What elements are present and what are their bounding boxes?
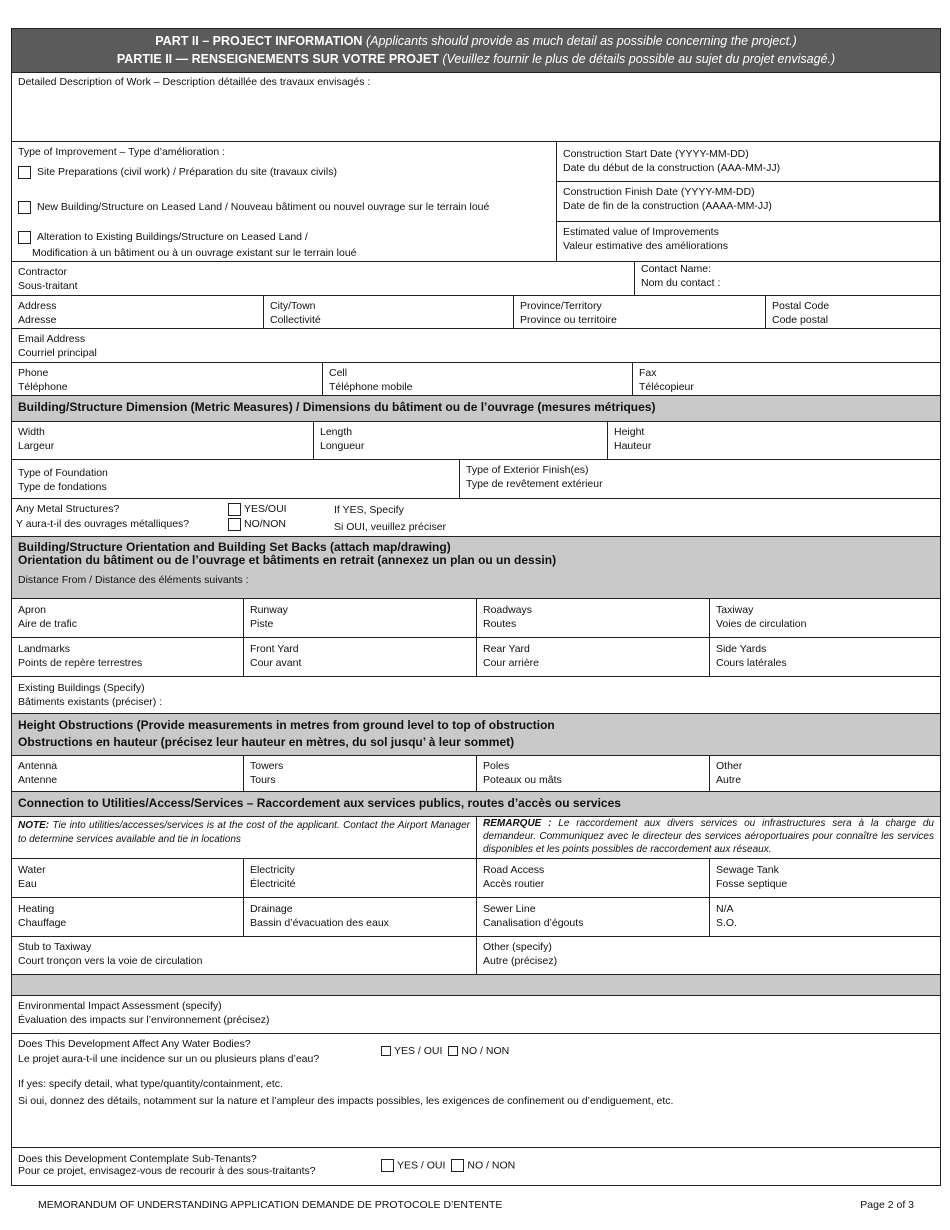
towers-field[interactable] xyxy=(244,756,477,791)
improvement-type xyxy=(12,142,557,261)
dimension-section-title: Building/Structure Dimension (Metric Measures) / Dimensions du bâtiment ou de l’ouvrage (mesures métriques) xyxy=(12,396,940,422)
width-field[interactable] xyxy=(12,422,314,459)
fax-field[interactable] xyxy=(633,363,940,395)
note-label: NOTE: xyxy=(18,820,50,831)
option-label: Alteration to Existing Buildings/Structure on Leased Land / xyxy=(37,231,308,243)
new-building-checkbox[interactable] xyxy=(18,201,31,214)
environmental-assessment-field[interactable] xyxy=(12,996,940,1033)
apron-field[interactable] xyxy=(12,599,244,637)
footer-title: MEMORANDUM OF UNDERSTANDING APPLICATION DEMANDE DE PROTOCOLE D’ENTENTE xyxy=(38,1199,503,1211)
label-en: Apron xyxy=(18,604,47,616)
label-fr: Fosse septique xyxy=(716,878,788,890)
no-label: NO/NON xyxy=(244,518,286,530)
label-fr: Court tronçon vers la voie de circulation xyxy=(18,955,203,967)
metal-no-checkbox[interactable] xyxy=(228,518,241,531)
label-fr: Code postal xyxy=(772,314,829,326)
label-fr: Type de revêtement extérieur xyxy=(466,478,603,490)
sewage-tank-field[interactable] xyxy=(710,859,940,897)
note-fr: (Veuillez fournir le plus de détails possible au sujet du projet envisagé.) xyxy=(442,52,836,66)
note-text: Tie into utilities/accesses/services is at the cost of the applicant. Contact the Airport Manager to determine services available and tie in locations xyxy=(18,820,470,845)
description-label: Detailed Description of Work – Description détaillée des travaux envisagés : xyxy=(18,76,371,88)
label-en: Front Yard xyxy=(250,643,299,655)
city-field[interactable] xyxy=(264,296,514,328)
subtenants-no-checkbox[interactable] xyxy=(451,1159,464,1172)
drainage-field[interactable] xyxy=(244,898,477,936)
label-en: Contact Name: xyxy=(641,263,712,275)
label-en: Other (specify) xyxy=(483,941,552,953)
cell-field[interactable] xyxy=(323,363,633,395)
label-fr: Y aura-t-il des ouvrages métalliques? xyxy=(16,518,190,530)
label-fr: Type de fondations xyxy=(18,481,107,493)
label-en: Cell xyxy=(329,367,348,379)
email-field[interactable] xyxy=(12,329,940,362)
label-en: Province/Territory xyxy=(520,300,602,312)
label-fr: Province ou territoire xyxy=(520,314,617,326)
label-fr: Voies de circulation xyxy=(716,618,807,630)
water-field[interactable] xyxy=(12,859,244,897)
label-en: Towers xyxy=(250,760,284,772)
contact-name-field[interactable] xyxy=(635,262,940,295)
yes-label: YES / OUI xyxy=(397,1159,446,1172)
label-fr: Points de repère terrestres xyxy=(18,657,143,669)
label-fr: Téléphone xyxy=(18,381,68,393)
label-fr: Cour avant xyxy=(250,657,302,669)
utilities-section-title: Connection to Utilities/Access/Services – Raccordement aux services publics, routes d’accès ou services xyxy=(12,792,940,817)
label-en: Type of Foundation xyxy=(18,467,108,479)
water-yes-checkbox[interactable] xyxy=(381,1046,391,1056)
road-access-field[interactable] xyxy=(477,859,710,897)
label-en: Heating xyxy=(18,903,55,915)
heating-field[interactable] xyxy=(12,898,244,936)
contractor-field[interactable] xyxy=(12,262,635,295)
front-yard-field[interactable] xyxy=(244,638,477,676)
alteration-checkbox[interactable] xyxy=(18,231,31,244)
label-en: Does This Development Affect Any Water Bodies? xyxy=(18,1038,251,1050)
existing-buildings-field[interactable] xyxy=(12,677,940,713)
part-header xyxy=(12,29,940,73)
province-field[interactable] xyxy=(514,296,766,328)
height-field[interactable] xyxy=(608,422,940,459)
water-bodies-section xyxy=(12,1034,940,1147)
utilities-note-en xyxy=(12,817,477,858)
label-en: Other xyxy=(716,760,743,772)
option-label: Site Preparations (civil work) / Préparation du site (travaux civils) xyxy=(37,166,337,178)
description-field[interactable] xyxy=(12,73,940,142)
label-fr: Adresse xyxy=(18,314,57,326)
label-en: Water xyxy=(18,864,46,876)
label-en: Taxiway xyxy=(716,604,754,616)
title-en: Height Obstructions (Provide measurements in metres from ground level to top of obstruction xyxy=(18,718,555,732)
poles-field[interactable] xyxy=(477,756,710,791)
label-fr: Pour ce projet, envisagez-vous de recourir à des sous-traitants? xyxy=(18,1165,316,1177)
label-en: Phone xyxy=(18,367,49,379)
label-en: Rear Yard xyxy=(483,643,530,655)
label-fr: Sous-traitant xyxy=(18,280,78,292)
start-date-field[interactable] xyxy=(557,142,940,182)
blank-gray-divider xyxy=(12,975,940,996)
label-fr: S.O. xyxy=(716,917,738,929)
label-fr: Bassin d’évacuation des eaux xyxy=(250,917,389,929)
label-fr: Accès routier xyxy=(483,878,545,890)
label-fr: Nom du contact : xyxy=(641,277,721,289)
estimated-value-field[interactable] xyxy=(557,222,940,261)
label-fr: Si OUI, veuillez préciser xyxy=(334,521,447,533)
label-en: Fax xyxy=(639,367,657,379)
label-en: Any Metal Structures? xyxy=(16,503,120,515)
label-en: Landmarks xyxy=(18,643,70,655)
option-label: Modification à un bâtiment ou à un ouvrage existant sur le terrain loué xyxy=(32,247,357,259)
label-fr: Autre xyxy=(716,774,742,786)
utilities-note-fr xyxy=(477,817,940,858)
rear-yard-field[interactable] xyxy=(477,638,710,676)
obstructions-section xyxy=(12,714,940,756)
label-en: Sewer Line xyxy=(483,903,536,915)
title-en: PART II – PROJECT INFORMATION xyxy=(155,34,363,48)
foundation-field[interactable] xyxy=(12,460,460,498)
label-fr: Électricité xyxy=(250,878,296,890)
label-fr: Téléphone mobile xyxy=(329,381,413,393)
label-en: Side Yards xyxy=(716,643,767,655)
label-en: Contractor xyxy=(18,266,68,278)
label-en: Construction Finish Date (YYYY-MM-DD) xyxy=(563,186,755,198)
subtenants-yes-checkbox[interactable] xyxy=(381,1159,394,1172)
label-fr: Chauffage xyxy=(18,917,67,929)
label-en: Email Address xyxy=(18,333,86,345)
page-footer xyxy=(38,1199,914,1211)
no-label: NO / NON xyxy=(467,1159,516,1172)
label-fr: Largeur xyxy=(18,440,55,452)
label-fr: Eau xyxy=(18,878,37,890)
label-fr: Longueur xyxy=(320,440,365,452)
site-prep-checkbox[interactable] xyxy=(18,166,31,179)
label-en: Length xyxy=(320,426,353,438)
roadways-field[interactable] xyxy=(477,599,710,637)
electricity-field[interactable] xyxy=(244,859,477,897)
label-fr: Routes xyxy=(483,618,517,630)
postal-code-field[interactable] xyxy=(766,296,940,328)
landmarks-field[interactable] xyxy=(12,638,244,676)
label-en: Environmental Impact Assessment (specify) xyxy=(18,1000,222,1012)
project-information-form xyxy=(11,28,941,1186)
detail-label-fr: Si oui, donnez des détails, notamment sur la nature et l’ampleur des impacts possibles, les exigences de confinement ou d’endiguement, etc. xyxy=(18,1095,674,1107)
detail-label-en: If yes: specify detail, what type/quantity/containment, etc. xyxy=(18,1078,283,1090)
label-fr: Autre (précisez) xyxy=(483,955,558,967)
taxiway-field[interactable] xyxy=(710,599,940,637)
address-field[interactable] xyxy=(12,296,264,328)
label-en: Roadways xyxy=(483,604,533,616)
page-number: Page 2 of 3 xyxy=(860,1199,914,1211)
metal-yes-checkbox[interactable] xyxy=(228,503,241,516)
metal-specify-field[interactable] xyxy=(334,499,940,536)
label-en: Antenna xyxy=(18,760,58,772)
na-field[interactable] xyxy=(710,898,940,936)
title-fr: PARTIE II — RENSEIGNEMENTS SUR VOTRE PROJET xyxy=(116,52,439,66)
other-utility-field[interactable] xyxy=(477,937,940,974)
label-fr: Collectivité xyxy=(270,314,321,326)
metal-structures-row xyxy=(12,499,940,537)
yes-label: YES/OUI xyxy=(244,503,287,515)
label-en: Poles xyxy=(483,760,510,772)
option-label: New Building/Structure on Leased Land / Nouveau bâtiment ou nouvel ouvrage sur le terrain loué xyxy=(37,201,490,213)
remarque-label: REMARQUE : xyxy=(483,818,552,829)
distance-label: Distance From / Distance des éléments suivants : xyxy=(18,574,249,586)
side-yards-field[interactable] xyxy=(710,638,940,676)
label-fr: Cour arrière xyxy=(483,657,540,669)
label-fr: Aire de trafic xyxy=(18,618,77,630)
label-fr: Valeur estimative des améliorations xyxy=(563,240,728,252)
stub-taxiway-field[interactable] xyxy=(12,937,477,974)
length-field[interactable] xyxy=(314,422,608,459)
label-en: Type of Exterior Finish(es) xyxy=(466,464,589,476)
subtenants-section xyxy=(12,1148,940,1185)
label-fr: Cours latérales xyxy=(716,657,787,669)
antenna-field[interactable] xyxy=(12,756,244,791)
finish-date-field[interactable] xyxy=(557,182,940,222)
label-fr: Date de fin de la construction (AAAA-MM-JJ) xyxy=(563,200,772,212)
label-en: If YES, Specify xyxy=(334,504,404,516)
label-fr: Bâtiments existants (préciser) : xyxy=(18,696,163,708)
label-fr: Date du début de la construction (AAA-MM-JJ) xyxy=(563,162,781,174)
label-en: N/A xyxy=(716,903,734,915)
label-fr: Poteaux ou mâts xyxy=(483,774,562,786)
label-en: Height xyxy=(614,426,645,438)
label-en: City/Town xyxy=(270,300,316,312)
label-en: Width xyxy=(18,426,45,438)
label-en: Address xyxy=(18,300,57,312)
label-en: Postal Code xyxy=(772,300,830,312)
label-fr: Évaluation des impacts sur l’environnement (précisez) xyxy=(18,1014,270,1026)
title-en: Building/Structure Orientation and Building Set Backs (attach map/drawing) xyxy=(18,540,451,554)
title-fr: Orientation du bâtiment ou de l’ouvrage et bâtiments en retrait (annexez un plan ou un dessin) xyxy=(18,553,557,567)
exterior-finish-field[interactable] xyxy=(460,460,940,498)
label-en: Road Access xyxy=(483,864,545,876)
orientation-section xyxy=(12,537,940,599)
no-label: NO / NON xyxy=(461,1045,510,1057)
label-en: Existing Buildings (Specify) xyxy=(18,682,145,694)
label-fr: Le projet aura-t-il une incidence sur un ou plusieurs plans d’eau? xyxy=(18,1053,320,1065)
label-en: Construction Start Date (YYYY-MM-DD) xyxy=(563,148,749,160)
water-no-checkbox[interactable] xyxy=(448,1046,458,1056)
title-fr: Obstructions en hauteur (précisez leur hauteur en mètres, du sol jusqu’ à leur sommet) xyxy=(18,735,515,749)
remarque-text: Le raccordement aux divers services ou infrastructures sera à la charge du demandeur. Communiquez avec le directeur des services aéroportuaires pour connaître les services disponibles et les points possibles de raccordement aux réseaux. xyxy=(483,818,934,855)
label-en: Stub to Taxiway xyxy=(18,941,92,953)
other-obstruction-field[interactable] xyxy=(710,756,940,791)
label-en: Estimated value of Improvements xyxy=(563,226,719,238)
label-fr: Courriel principal xyxy=(18,347,97,359)
label-en: Electricity xyxy=(250,864,295,876)
improvement-label: Type of Improvement – Type d’amélioration : xyxy=(18,146,225,158)
phone-field[interactable] xyxy=(12,363,323,395)
yes-label: YES / OUI xyxy=(394,1045,443,1057)
label-fr: Piste xyxy=(250,618,274,630)
label-fr: Tours xyxy=(250,774,276,786)
label-fr: Canalisation d’égouts xyxy=(483,917,584,929)
label-en: Does this Development Contemplate Sub-Tenants? xyxy=(18,1153,257,1165)
label-fr: Antenne xyxy=(18,774,58,786)
runway-field[interactable] xyxy=(244,599,477,637)
note-en: (Applicants should provide as much detail as possible concerning the project.) xyxy=(365,34,797,48)
label-fr: Télécopieur xyxy=(639,381,694,393)
label-fr: Hauteur xyxy=(614,440,652,452)
label-en: Drainage xyxy=(250,903,293,915)
label-en: Runway xyxy=(250,604,288,616)
sewer-line-field[interactable] xyxy=(477,898,710,936)
label-en: Sewage Tank xyxy=(716,864,779,876)
